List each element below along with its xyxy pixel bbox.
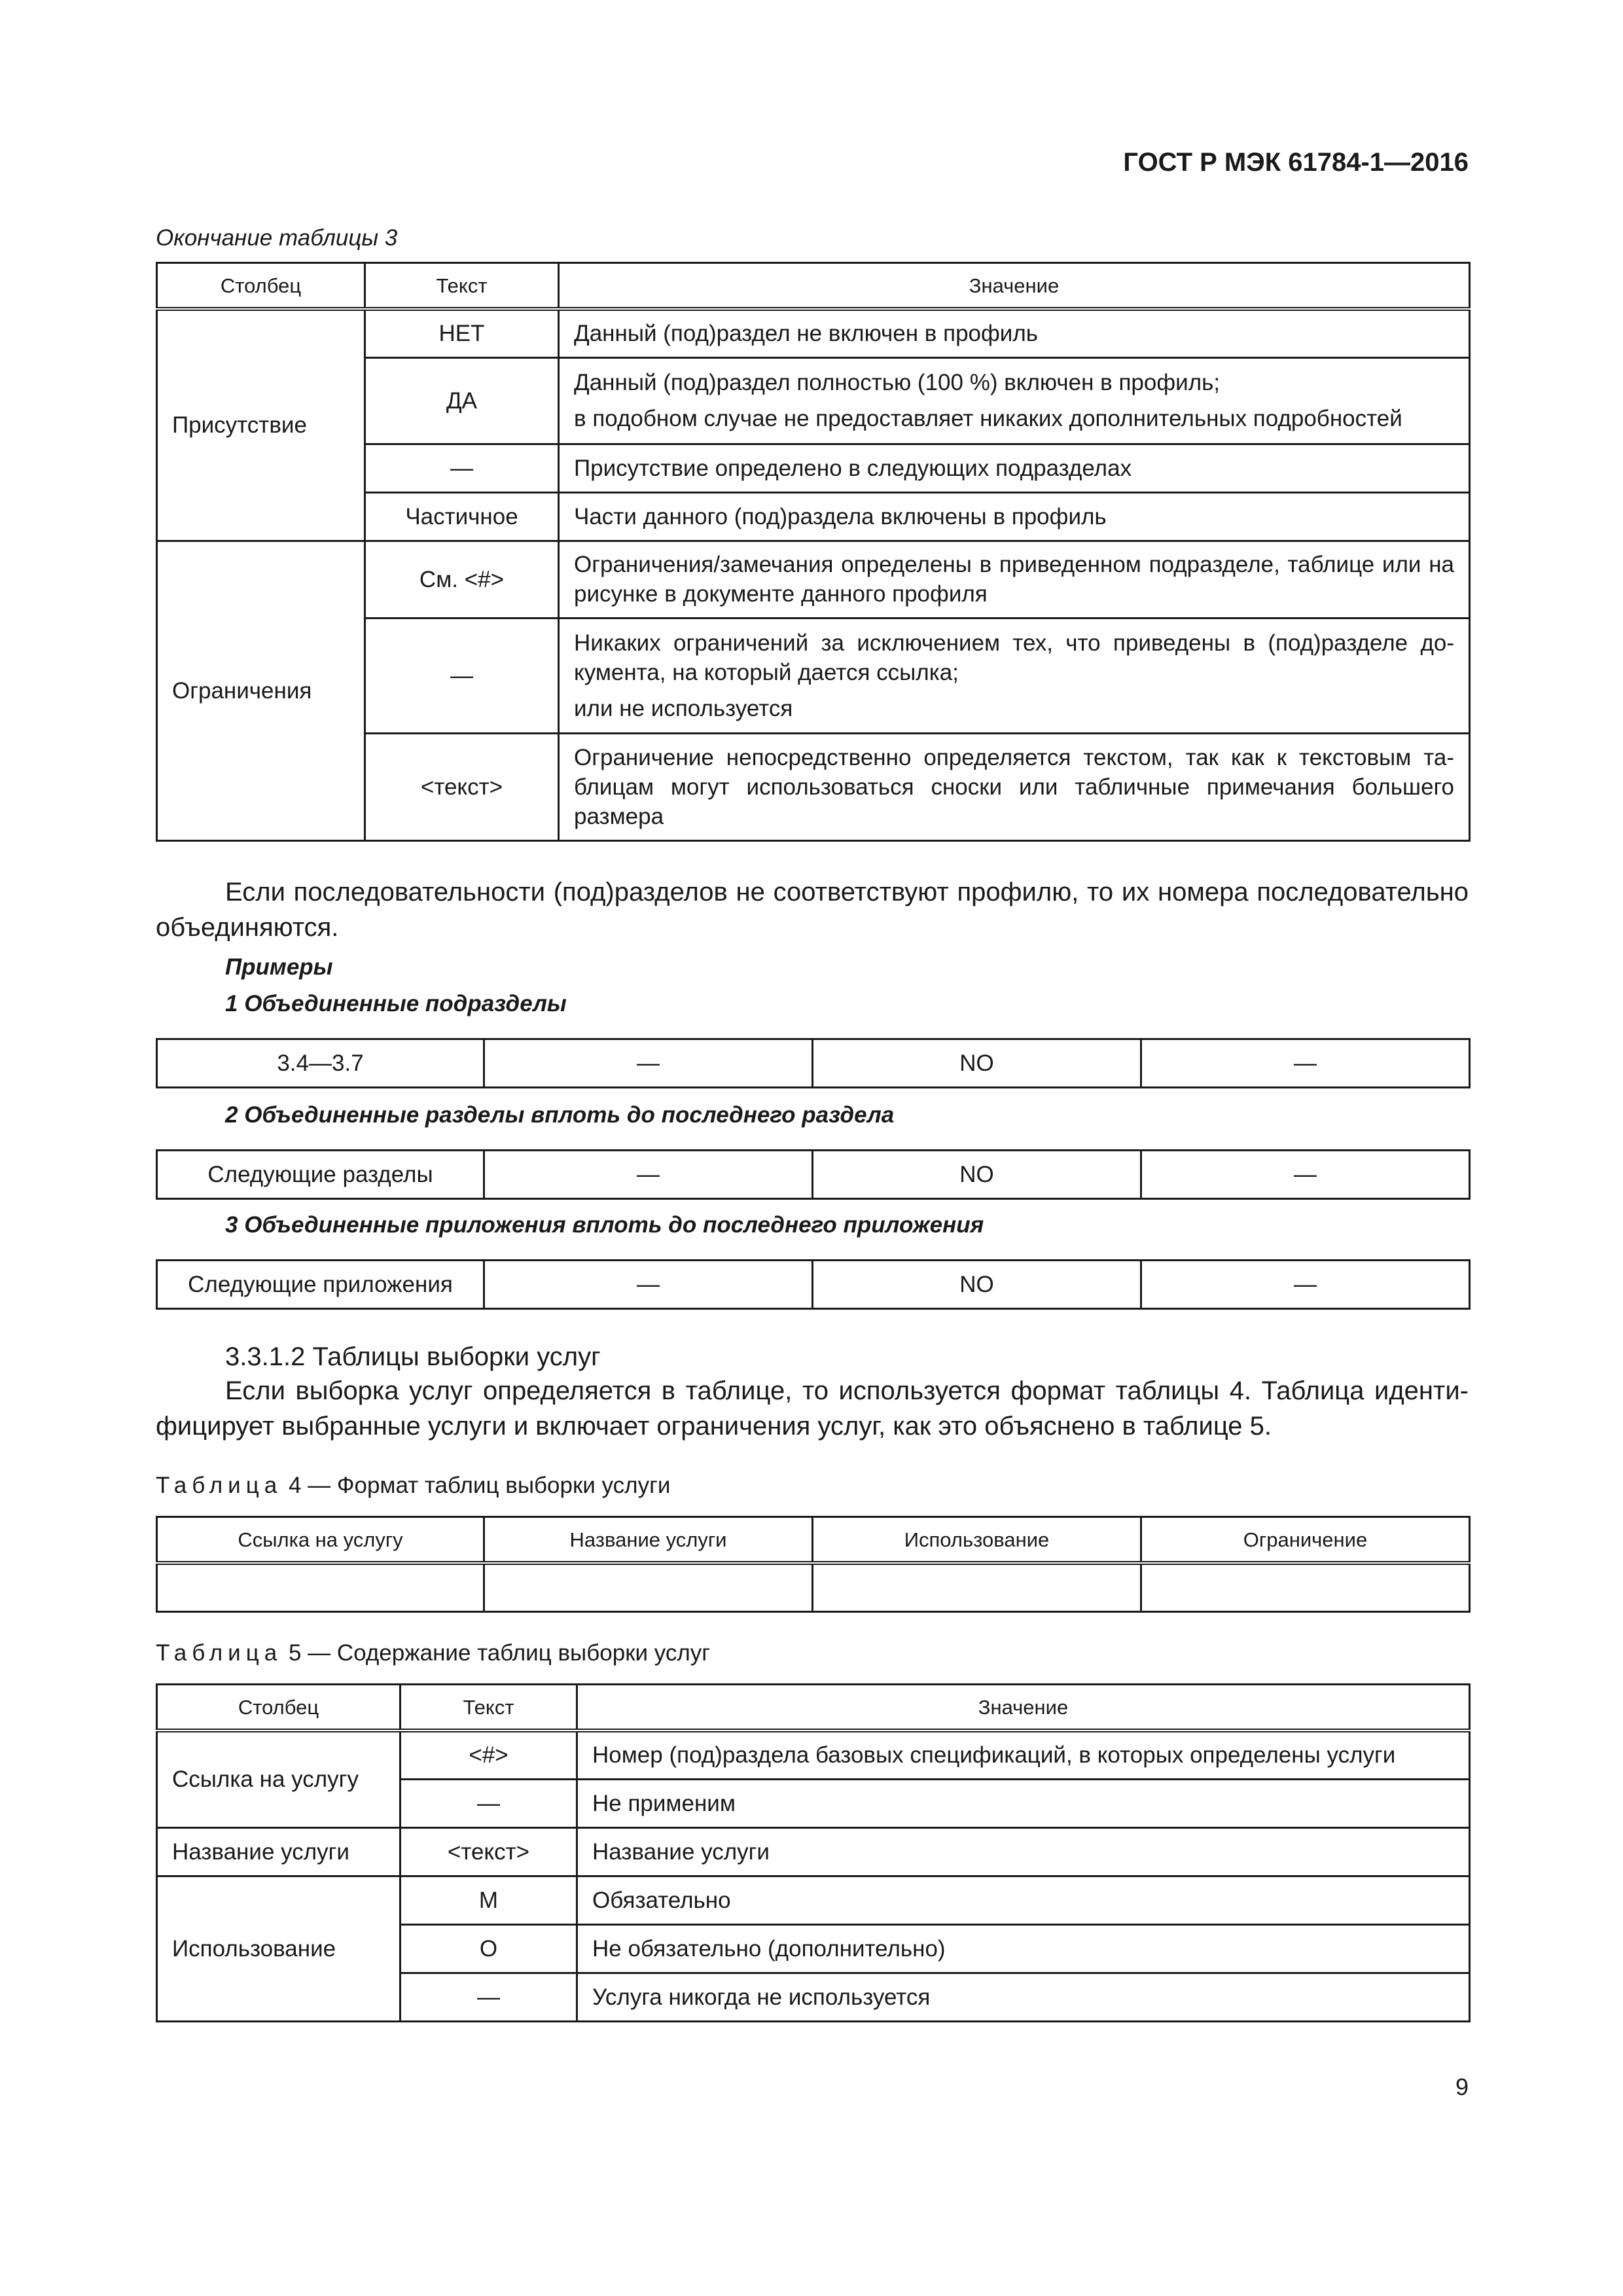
table3-header-value: Значение <box>559 263 1470 310</box>
table5-cell-value: Не применим <box>577 1779 1470 1827</box>
table5-header-value: Значение <box>577 1685 1470 1731</box>
example1-cell: — <box>484 1039 813 1088</box>
table-row <box>157 1039 1470 1088</box>
table-row <box>157 309 1470 357</box>
table5-cell-text: — <box>401 1973 577 2021</box>
table3-cell-value: Данный (под)раздел не включен в профиль <box>559 309 1470 357</box>
example1-title: 1 Объединенные подразделы <box>225 991 567 1016</box>
table3-group-presence: Присутствие <box>157 309 365 541</box>
table3-cell-text: <текст> <box>365 733 559 840</box>
table5-group-service-ref: Ссылка на услугу <box>157 1731 401 1827</box>
table5-cell-text: O <box>401 1924 577 1973</box>
table4-empty-cell <box>157 1563 484 1611</box>
table-row <box>157 1876 1470 1924</box>
table5-cell-value: Номер (под)раздела базовых спецификаций, в которых определены услуги <box>577 1731 1470 1779</box>
paragraph-sequences: Если последовательности (под)разделов не соответствуют профилю, то их номера последовательно объединяются. <box>156 878 1469 942</box>
example2-cell: — <box>484 1151 813 1199</box>
table3-cell-value: Ограничения/замечания определены в приведенном подразделе, таблице или на рисунке в документе данного профиля <box>559 541 1470 618</box>
table3-header-row <box>157 263 1470 310</box>
paragraph-service-selection: Если выборка услуг определяется в таблице, то используется формат таблицы 4. Таблица идентифицирует выбранные услуги и включает ограничения услуг, как это объяснено в таблице 5. <box>156 1376 1469 1441</box>
example2-cell: NO <box>813 1151 1141 1199</box>
table5-caption: Таблица 5 — Содержание таблиц выборки услуг <box>156 1640 711 1666</box>
table5-cell-text: — <box>401 1779 577 1827</box>
table3 <box>156 262 1471 842</box>
table3-cell-text: См. <#> <box>365 541 559 618</box>
example3-cell: — <box>1141 1261 1470 1309</box>
table5-group-usage: Использование <box>157 1876 401 2021</box>
table3-cell-value: Части данного (под)раздела включены в профиль <box>559 492 1470 541</box>
table3-cell-value: Никаких ограничений за исключением тех, что приведены в (под)разделе документа, на который дается ссылка; или не используется <box>559 618 1470 733</box>
table3-cell-text: Частичное <box>365 492 559 541</box>
table3-cell-value: Ограничение непосредственно определяется текстом, так как к текстовым таблицам могут использоваться сноски или табличные примечания большего размера <box>559 733 1470 840</box>
table4-empty-cell <box>1141 1563 1470 1611</box>
table3-header-text: Текст <box>365 263 559 310</box>
table5-header-text: Текст <box>401 1685 577 1731</box>
example2-title: 2 Объединенные разделы вплоть до последнего раздела <box>225 1102 895 1128</box>
table-row <box>157 1827 1470 1876</box>
table3-cell-text: НЕТ <box>365 309 559 357</box>
table3-cell-text: — <box>365 618 559 733</box>
example3-cell: — <box>484 1261 813 1309</box>
example2-cell: Следующие разделы <box>157 1151 484 1199</box>
table-row <box>157 1563 1470 1611</box>
table4-caption: Таблица 4 — Формат таблиц выборки услуги <box>156 1473 671 1498</box>
example1-table <box>156 1038 1471 1088</box>
example3-table <box>156 1259 1471 1310</box>
page-number: 9 <box>1455 2073 1469 2100</box>
table4-header-row <box>157 1517 1470 1564</box>
example2-table <box>156 1149 1471 1200</box>
example1-cell: 3.4—3.7 <box>157 1039 484 1088</box>
table5-cell-value: Услуга никогда не используется <box>577 1973 1470 2021</box>
table5-header-row <box>157 1685 1470 1731</box>
table5-cell-value: Обязательно <box>577 1876 1470 1924</box>
table5-cell-value: Название услуги <box>577 1827 1470 1876</box>
table3-cell-text: — <box>365 444 559 492</box>
table-row <box>157 541 1470 618</box>
section-heading: 3.3.1.2 Таблицы выборки услуг <box>225 1342 601 1371</box>
example3-cell: NO <box>813 1261 1141 1309</box>
table3-cell-text: ДА <box>365 357 559 444</box>
table3-cell-value: Данный (под)раздел полностью (100 %) включен в профиль; в подобном случае не предоставляет никаких дополнительных подробностей <box>559 357 1470 444</box>
table3-caption: Окончание таблицы 3 <box>156 225 398 251</box>
table5-cell-text: M <box>401 1876 577 1924</box>
table5-cell-text: <#> <box>401 1731 577 1779</box>
table4-header-usage: Использование <box>813 1517 1141 1564</box>
table5-group-service-name: Название услуги <box>157 1827 401 1876</box>
document-standard-number: ГОСТ Р МЭК 61784-1—2016 <box>1123 148 1469 177</box>
table3-cell-value: Присутствие определено в следующих подразделах <box>559 444 1470 492</box>
table5-cell-value: Не обязательно (дополнительно) <box>577 1924 1470 1973</box>
example1-cell: NO <box>813 1039 1141 1088</box>
table3-header-column: Столбец <box>157 263 365 310</box>
table5-header-column: Столбец <box>157 1685 401 1731</box>
table4-header-restriction: Ограничение <box>1141 1517 1470 1564</box>
example3-cell: Следующие приложения <box>157 1261 484 1309</box>
table5-cell-text: <текст> <box>401 1827 577 1876</box>
examples-title: Примеры <box>225 954 333 980</box>
table4-header-service-ref: Ссылка на услугу <box>157 1517 484 1564</box>
table5 <box>156 1683 1471 2022</box>
table-row <box>157 1731 1470 1779</box>
table4-header-service-name: Название услуги <box>484 1517 813 1564</box>
table3-group-restrictions: Ограничения <box>157 541 365 840</box>
example2-cell: — <box>1141 1151 1470 1199</box>
table4 <box>156 1516 1471 1613</box>
table4-empty-cell <box>484 1563 813 1611</box>
example1-cell: — <box>1141 1039 1470 1088</box>
table-row <box>157 1261 1470 1309</box>
table4-empty-cell <box>813 1563 1141 1611</box>
table-row <box>157 1151 1470 1199</box>
example3-title: 3 Объединенные приложения вплоть до последнего приложения <box>225 1212 984 1238</box>
